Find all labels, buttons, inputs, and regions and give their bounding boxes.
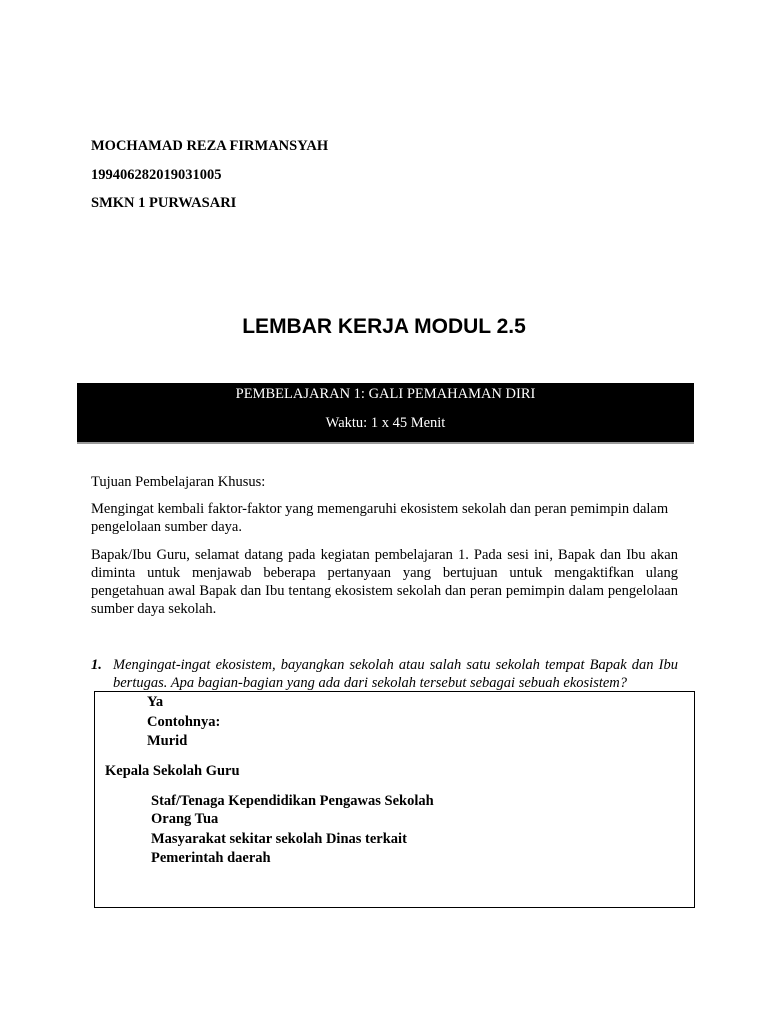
answer-line: Murid — [147, 733, 188, 749]
answer-line: Staf/Tenaga Kependidikan Pengawas Sekolah — [151, 793, 434, 809]
banner-heading: PEMBELAJARAN 1: GALI PEMAHAMAN DIRI — [235, 386, 536, 402]
answer-line: Contohnya: — [147, 714, 221, 730]
intro-paragraph: Bapak/Ibu Guru, selamat datang pada kegiatan pembelajaran 1. Pada sesi ini, Bapak dan Ibu akan diminta untuk menjawab beberapa pertanyaan yang bertujuan untuk mengaktifkan ulang pengetahuan awal Bapak dan Ibu tentang ekosistem sekolah dan peran pemimpin dalam pengelolaan sumber daya sekolah. — [91, 547, 678, 617]
author-school: SMKN 1 PURWASARI — [91, 195, 237, 211]
answer-line: Pemerintah daerah — [151, 850, 271, 866]
goal-text: Mengingat kembali faktor-faktor yang memengaruhi ekosistem sekolah dan peran pemimpin dalam pengelolaan sumber daya. — [91, 501, 669, 535]
question-text: Mengingat-ingat ekosistem, bayangkan sekolah atau salah satu sekolah tempat Bapak dan Ibu bertugas. Apa bagian-bagian yang ada dari sekolah tersebut sebagai sebuah ekosistem? — [113, 657, 678, 691]
answer-line: Ya — [147, 694, 164, 710]
answer-line: Orang Tua — [151, 811, 219, 827]
page-title: LEMBAR KERJA MODUL 2.5 — [242, 315, 526, 338]
banner-duration: Waktu: 1 x 45 Menit — [325, 415, 446, 431]
author-nip: 199406282019031005 — [91, 167, 222, 183]
answer-box — [94, 691, 695, 908]
answer-line: Masyarakat sekitar sekolah Dinas terkait — [151, 831, 407, 847]
answer-line: Kepala Sekolah Guru — [105, 763, 240, 779]
question-1 — [91, 656, 678, 692]
goal-label: Tujuan Pembelajaran Khusus: — [91, 474, 266, 490]
question-number: 1. — [91, 657, 102, 673]
author-name: MOCHAMAD REZA FIRMANSYAH — [91, 138, 329, 154]
section-banner — [77, 383, 694, 444]
